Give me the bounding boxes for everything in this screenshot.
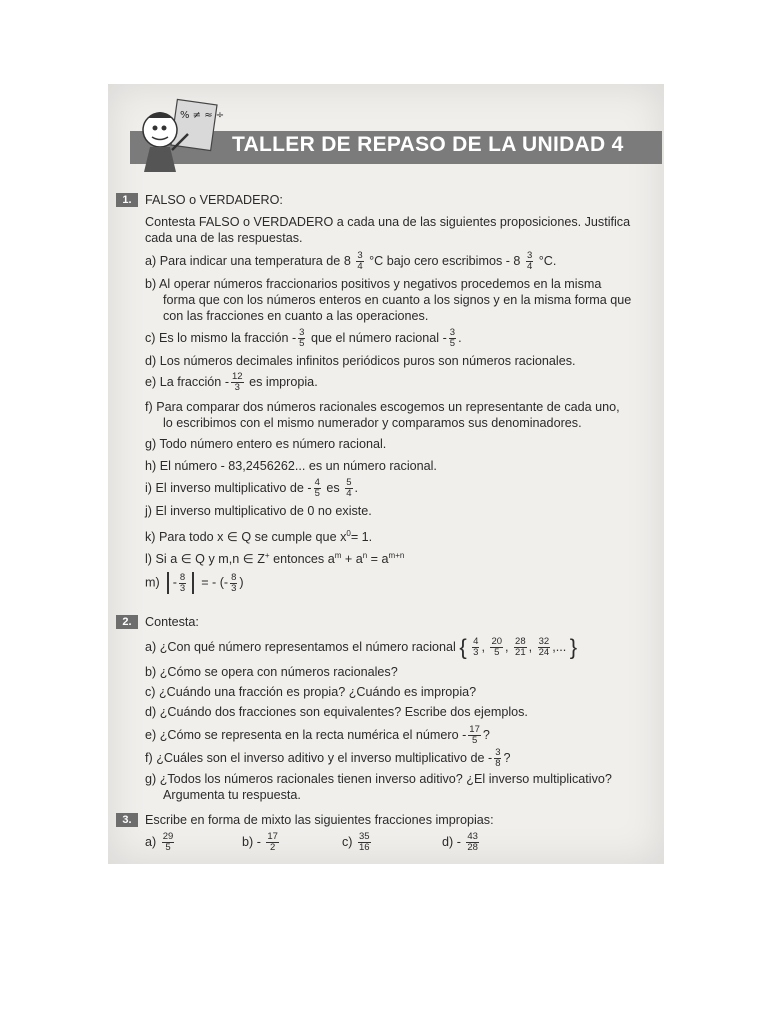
numerator: 17 bbox=[267, 831, 278, 842]
text: e) ¿Cómo se representa en la recta numérica el número bbox=[145, 727, 459, 742]
text: = - (- bbox=[201, 575, 229, 590]
text: ? bbox=[503, 750, 511, 765]
sign: - bbox=[291, 330, 297, 345]
denominator: 8 bbox=[495, 758, 501, 769]
numerator: 3 bbox=[495, 747, 501, 758]
fraction bbox=[345, 478, 352, 499]
text: ) bbox=[239, 575, 244, 590]
sign: - bbox=[442, 330, 447, 345]
denominator: 4 bbox=[357, 261, 363, 272]
denominator: 5 bbox=[314, 488, 320, 499]
statement-a bbox=[145, 251, 556, 272]
section-title: FALSO o VERDADERO: bbox=[145, 193, 283, 207]
text: . bbox=[354, 480, 358, 495]
statement-i bbox=[145, 478, 358, 499]
denominator: 4 bbox=[346, 488, 352, 499]
section-number-badge: 1. bbox=[116, 193, 138, 207]
fraction bbox=[179, 573, 186, 594]
exercise-item bbox=[342, 832, 373, 853]
text: e) La fracción bbox=[145, 374, 222, 389]
sign: - bbox=[487, 750, 493, 765]
denominator: 5 bbox=[449, 338, 456, 349]
abs-bar bbox=[192, 572, 194, 594]
denominator: 3 bbox=[473, 647, 479, 658]
separator: , bbox=[528, 639, 536, 654]
label: m) bbox=[145, 575, 160, 590]
statement-e bbox=[145, 372, 318, 393]
fraction-set bbox=[470, 636, 552, 658]
section-number-badge: 2. bbox=[116, 615, 138, 629]
denominator: 24 bbox=[538, 647, 550, 658]
numerator: 3 bbox=[299, 327, 305, 338]
exponent: m bbox=[334, 551, 342, 560]
statement-k bbox=[145, 526, 372, 545]
instructions-line: Contesta FALSO o VERDADERO a cada una de las siguientes proposiciones. Justifica bbox=[145, 215, 631, 229]
fraction bbox=[466, 832, 479, 853]
statement-d: d) Los números decimales infinitos periódicos puros son números racionales. bbox=[145, 354, 576, 368]
fraction bbox=[162, 832, 175, 853]
text: es bbox=[326, 480, 340, 495]
separator: , bbox=[505, 639, 513, 654]
denominator: 3 bbox=[179, 582, 186, 594]
numerator: 17 bbox=[469, 724, 480, 735]
numerator: 43 bbox=[467, 831, 478, 842]
denominator: 16 bbox=[359, 842, 370, 853]
question-c: c) ¿Cuándo una fracción es propia? ¿Cuándo es impropia? bbox=[145, 685, 477, 699]
numerator: 4 bbox=[473, 636, 479, 647]
text: que el número racional bbox=[310, 330, 440, 345]
text: k) Para todo x ∈ Q se cumple que x bbox=[145, 530, 347, 545]
separator: , bbox=[481, 639, 489, 654]
question-e bbox=[145, 725, 490, 746]
sign: - bbox=[462, 727, 467, 742]
section-title: Contesta: bbox=[145, 615, 199, 629]
text: = 1. bbox=[350, 530, 373, 545]
fraction bbox=[356, 251, 363, 272]
statement-f-cont: lo escribimos con el mismo numerador y comparamos sus denominadores. bbox=[163, 416, 582, 430]
brace-close: } bbox=[569, 634, 578, 660]
fraction bbox=[266, 832, 279, 853]
fraction bbox=[230, 573, 237, 594]
text: ? bbox=[482, 727, 490, 742]
text: c) Es lo mismo la fracción bbox=[145, 330, 289, 345]
numerator: 32 bbox=[538, 636, 550, 647]
numerator: 3 bbox=[526, 250, 533, 261]
denominator: 21 bbox=[515, 647, 526, 658]
question-g: g) ¿Todos los números racionales tienen inverso aditivo? ¿El inverso multiplicativo? bbox=[145, 772, 612, 786]
superscript: + bbox=[264, 551, 270, 560]
denominator: 4 bbox=[526, 261, 533, 272]
item-label: c) bbox=[342, 834, 356, 849]
numerator: 12 bbox=[232, 371, 243, 382]
denominator: 5 bbox=[165, 842, 171, 853]
text: a) ¿Con qué número representamos el número racional bbox=[145, 639, 456, 654]
statement-c bbox=[145, 328, 462, 349]
sign: - bbox=[307, 480, 312, 495]
fraction bbox=[526, 251, 533, 272]
text: °C bajo cero escribimos - 8 bbox=[369, 253, 521, 268]
fraction bbox=[514, 637, 527, 658]
numerator: 3 bbox=[357, 250, 363, 261]
abs-bar bbox=[167, 572, 169, 594]
fraction bbox=[472, 637, 479, 658]
numerator: 35 bbox=[359, 831, 370, 842]
exercise-item bbox=[242, 832, 281, 853]
text: . bbox=[458, 330, 462, 345]
denominator: 2 bbox=[270, 842, 276, 853]
denominator: 3 bbox=[231, 582, 237, 594]
brace-open: { bbox=[459, 634, 467, 660]
numerator: 4 bbox=[314, 477, 320, 488]
numerator: 5 bbox=[346, 477, 352, 488]
text: f) ¿Cuáles son el inverso aditivo y el inverso multiplicativo de bbox=[145, 750, 485, 765]
fraction bbox=[298, 328, 305, 349]
numerator: 8 bbox=[231, 571, 237, 583]
logo-symbols: % ≠ ≈ ÷ bbox=[180, 110, 225, 121]
denominator: 28 bbox=[467, 842, 478, 853]
statement-b-cont: con las fracciones en cuanto a las operaciones. bbox=[163, 309, 429, 323]
text: es impropia. bbox=[249, 374, 318, 389]
numerator: 3 bbox=[449, 327, 456, 338]
statement-m bbox=[145, 572, 244, 594]
text: °C. bbox=[538, 253, 557, 268]
question-d: d) ¿Cuándo dos fracciones son equivalentes? Escribe dos ejemplos. bbox=[145, 705, 528, 719]
section-number-badge: 3. bbox=[116, 813, 138, 827]
fraction bbox=[538, 637, 551, 658]
statement-b: b) Al operar números fraccionarios positivos y negativos procedemos en la misma bbox=[145, 277, 602, 291]
denominator: 5 bbox=[299, 338, 305, 349]
item-label: b) - bbox=[242, 834, 265, 849]
question-f bbox=[145, 748, 511, 769]
numerator: 20 bbox=[491, 636, 503, 647]
exponent: m+n bbox=[388, 551, 405, 560]
sign: - bbox=[172, 575, 177, 590]
question-g-cont: Argumenta tu respuesta. bbox=[163, 788, 301, 802]
statement-l bbox=[145, 548, 404, 567]
denominator: 5 bbox=[471, 735, 478, 746]
text: = a bbox=[367, 552, 389, 567]
statement-h: h) El número - 83,2456262... es un número racional. bbox=[145, 459, 437, 473]
sign: - bbox=[224, 374, 230, 389]
page-title: TALLER DE REPASO DE LA UNIDAD 4 bbox=[232, 133, 624, 156]
exercise-item bbox=[145, 832, 176, 853]
statement-g: g) Todo número entero es número racional. bbox=[145, 437, 387, 451]
question-a bbox=[145, 634, 578, 660]
statement-f: f) Para comparar dos números racionales escogemos un representante de cada uno, bbox=[145, 400, 620, 414]
mascot-logo-icon bbox=[130, 100, 225, 174]
instructions-line: cada una de las respuestas. bbox=[145, 231, 303, 245]
exponent: 0 bbox=[346, 529, 351, 538]
section-title: Escribe en forma de mixto las siguientes fracciones impropias: bbox=[145, 813, 494, 827]
numerator: 8 bbox=[179, 571, 186, 583]
text: + a bbox=[341, 552, 363, 567]
denominator: 3 bbox=[234, 382, 240, 393]
fraction bbox=[494, 748, 501, 769]
numerator: 29 bbox=[162, 831, 174, 842]
fraction bbox=[358, 832, 371, 853]
fraction bbox=[449, 328, 456, 349]
fraction bbox=[314, 478, 321, 499]
fraction bbox=[490, 637, 503, 658]
fraction bbox=[468, 725, 481, 746]
item-label: d) - bbox=[442, 834, 465, 849]
text: a) Para indicar una temperatura de 8 bbox=[145, 253, 351, 268]
exercise-item bbox=[442, 832, 481, 853]
exponent: n bbox=[362, 551, 368, 560]
statement-j: j) El inverso multiplicativo de 0 no existe. bbox=[145, 504, 372, 518]
text: ,... bbox=[552, 639, 567, 654]
item-label: a) bbox=[145, 834, 160, 849]
denominator: 5 bbox=[494, 647, 500, 658]
statement-b-cont: forma que con los números enteros en cuanto a los signos y en la misma forma que bbox=[163, 293, 632, 307]
text: l) Si a ∈ Q y m,n ∈ Z bbox=[145, 552, 265, 567]
question-b: b) ¿Cómo se opera con números racionales? bbox=[145, 665, 398, 679]
fraction bbox=[231, 372, 244, 393]
text: entonces a bbox=[269, 552, 335, 567]
text: i) El inverso multiplicativo de bbox=[145, 480, 304, 495]
numerator: 28 bbox=[515, 636, 526, 647]
